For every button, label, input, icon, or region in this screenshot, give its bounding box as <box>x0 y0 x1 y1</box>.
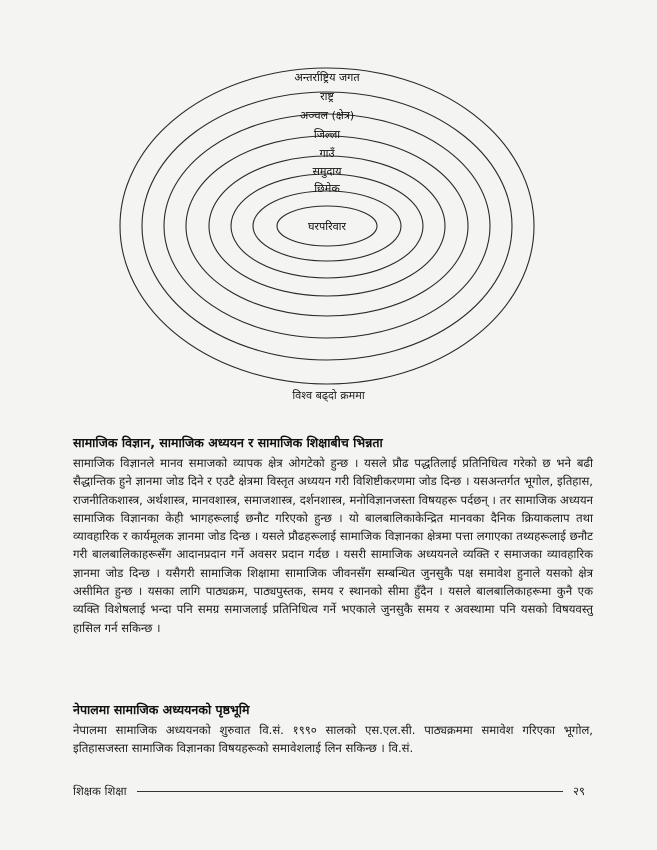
concentric-circles-diagram <box>0 0 657 390</box>
section-heading-difference: सामाजिक विज्ञान, सामाजिक अध्ययन र सामाजिक शिक्षाबीच भिन्नता <box>73 435 383 450</box>
page-footer <box>73 782 585 800</box>
section-heading-background: नेपालमा सामाजिक अध्ययनको पृष्ठभूमि <box>73 702 250 717</box>
section-background <box>73 701 593 758</box>
ring-label-international: अन्तर्राष्ट्रिय जगत <box>294 71 360 84</box>
diagram-caption: विश्व बढ्दो क्रममा <box>292 389 365 402</box>
ring-label-nation: राष्ट्र <box>320 90 334 103</box>
ring-label-district: जिल्ला <box>313 128 341 141</box>
ring-label-zone: अञ्चल (क्षेत्र) <box>299 109 355 122</box>
ring-label-community: समुदाय <box>312 165 342 178</box>
ring-label-neighborhood: छिमेक <box>314 182 340 195</box>
page-number: २९ <box>573 783 585 798</box>
section-difference <box>73 434 593 637</box>
ring-label-family: घरपरिवार <box>307 220 347 233</box>
ring-label-village: गाउँ <box>319 147 335 160</box>
section-body-difference: सामाजिक विज्ञानले मानव समाजको व्यापक क्षेत्र ओगटेको हुन्छ । यसले प्रौढ पद्धतिलाई प्रतिनिधित्व गरेको छ भने बढी सैद्धान्तिक हुने ज्ञानमा जोड दिने र एउटै क्षेत्रमा विस्तृत अध्ययन गरी विशिष्टीकरणमा जोड दिन्छ । यसअन्तर्गत भूगोल, इतिहास, राजनीतिकशास्त्र, अर्थशास्त्र, मानवशास्त्र, समाजशास्त्र, दर्शनशास्त्र, मनोविज्ञानजस्ता विषयहरू पर्दछन् । तर सामाजिक अध्ययन सामाजिक विज्ञानका केही भागहरूलाई छनौट गरिएको हुन्छ । यो बालबालिकाकेन्द्रित मानवका दैनिक क्रियाकलाप तथा व्यावहारिक र कार्यमूलक ज्ञानमा जोड दिन्छ । यसले प्रौढहरूलाई सामाजिक विज्ञानका क्षेत्रमा पत्ता लगाएका तथ्यहरूलाई छनौट गरी बालबालिकाहरूसँग आदानप्रदान गर्ने अवसर प्रदान गर्दछ । यसरी सामाजिक अध्ययनले व्यक्ति र समाजका व्यावहारिक ज्ञानमा जोड दिन्छ । यसैगरी सामाजिक शिक्षामा सामाजिक जीवनसँग सम्बन्धित जुनसुकै पक्ष समावेश हुनाले यसको क्षेत्र असीमित हुन्छ । यसका लागि पाठ्यक्रम, पाठ्यपुस्तक, समय र स्थानको सीमा हुँदैन । यसले बालबालिकाहरूमा कुनै एक व्यक्ति विशेषलाई भन्दा पनि समग्र समाजलाई प्रतिनिधित्व गर्ने भएकाले जुनसुकै समय र अवस्थामा पनि यसको विषयवस्तु हासिल गर्न सकिन्छ । <box>73 456 593 635</box>
section-body-background: नेपालमा सामाजिक अध्ययनको शुरुवात वि.सं. १९९० सालको एस.एल.सी. पाठ्यक्रममा समावेश गरिएका भूगोल, इतिहासजस्ता सामाजिक विज्ञानका विषयहरूको समावेशलाई लिन सकिन्छ । वि.सं. <box>73 723 593 756</box>
footer-rule <box>137 791 563 792</box>
footer-title: शिक्षक शिक्षा <box>73 783 127 798</box>
